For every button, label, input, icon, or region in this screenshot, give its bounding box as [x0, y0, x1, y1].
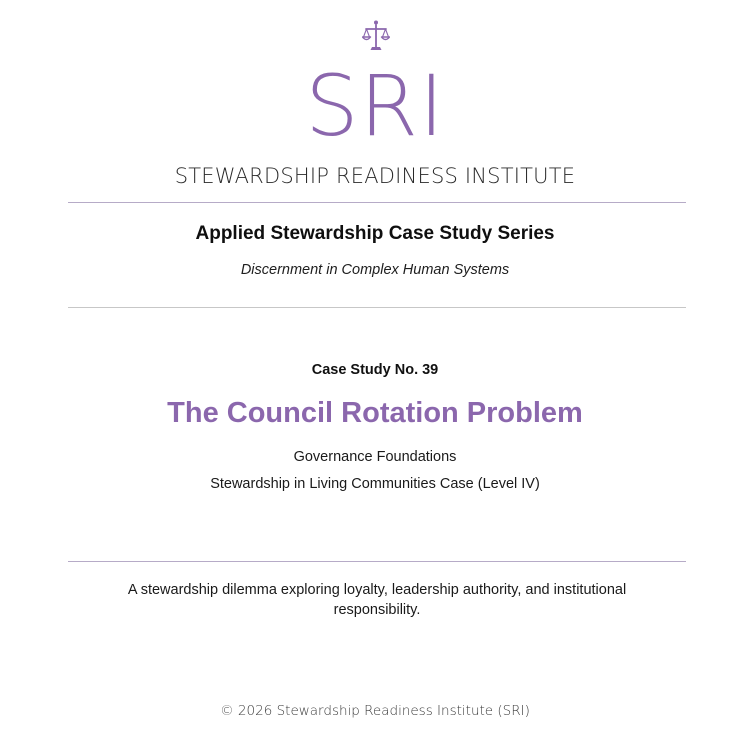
series-title: Applied Stewardship Case Study Series — [195, 223, 555, 244]
divider — [68, 561, 686, 562]
course-name: Governance Foundations — [293, 449, 457, 465]
logo-wordmark: SRI — [305, 57, 445, 155]
case-study-title: The Council Rotation Problem — [167, 397, 583, 429]
divider — [68, 202, 686, 203]
series-subtitle: Discernment in Complex Human Systems — [240, 262, 510, 278]
divider — [68, 307, 686, 308]
scales-of-justice-icon — [362, 20, 390, 52]
institute-name: STEWARDSHIP READINESS INSTITUTE — [174, 164, 576, 188]
case-summary: A stewardship dilemma exploring loyalty, leadership authority, and institutional responsibility. — [127, 582, 627, 618]
case-level: Stewardship in Living Communities Case (Level IV) — [210, 476, 540, 492]
case-study-number: Case Study No. 39 — [311, 362, 439, 378]
copyright-notice: © 2026 Stewardship Readiness Institute (SRI) — [220, 703, 530, 719]
